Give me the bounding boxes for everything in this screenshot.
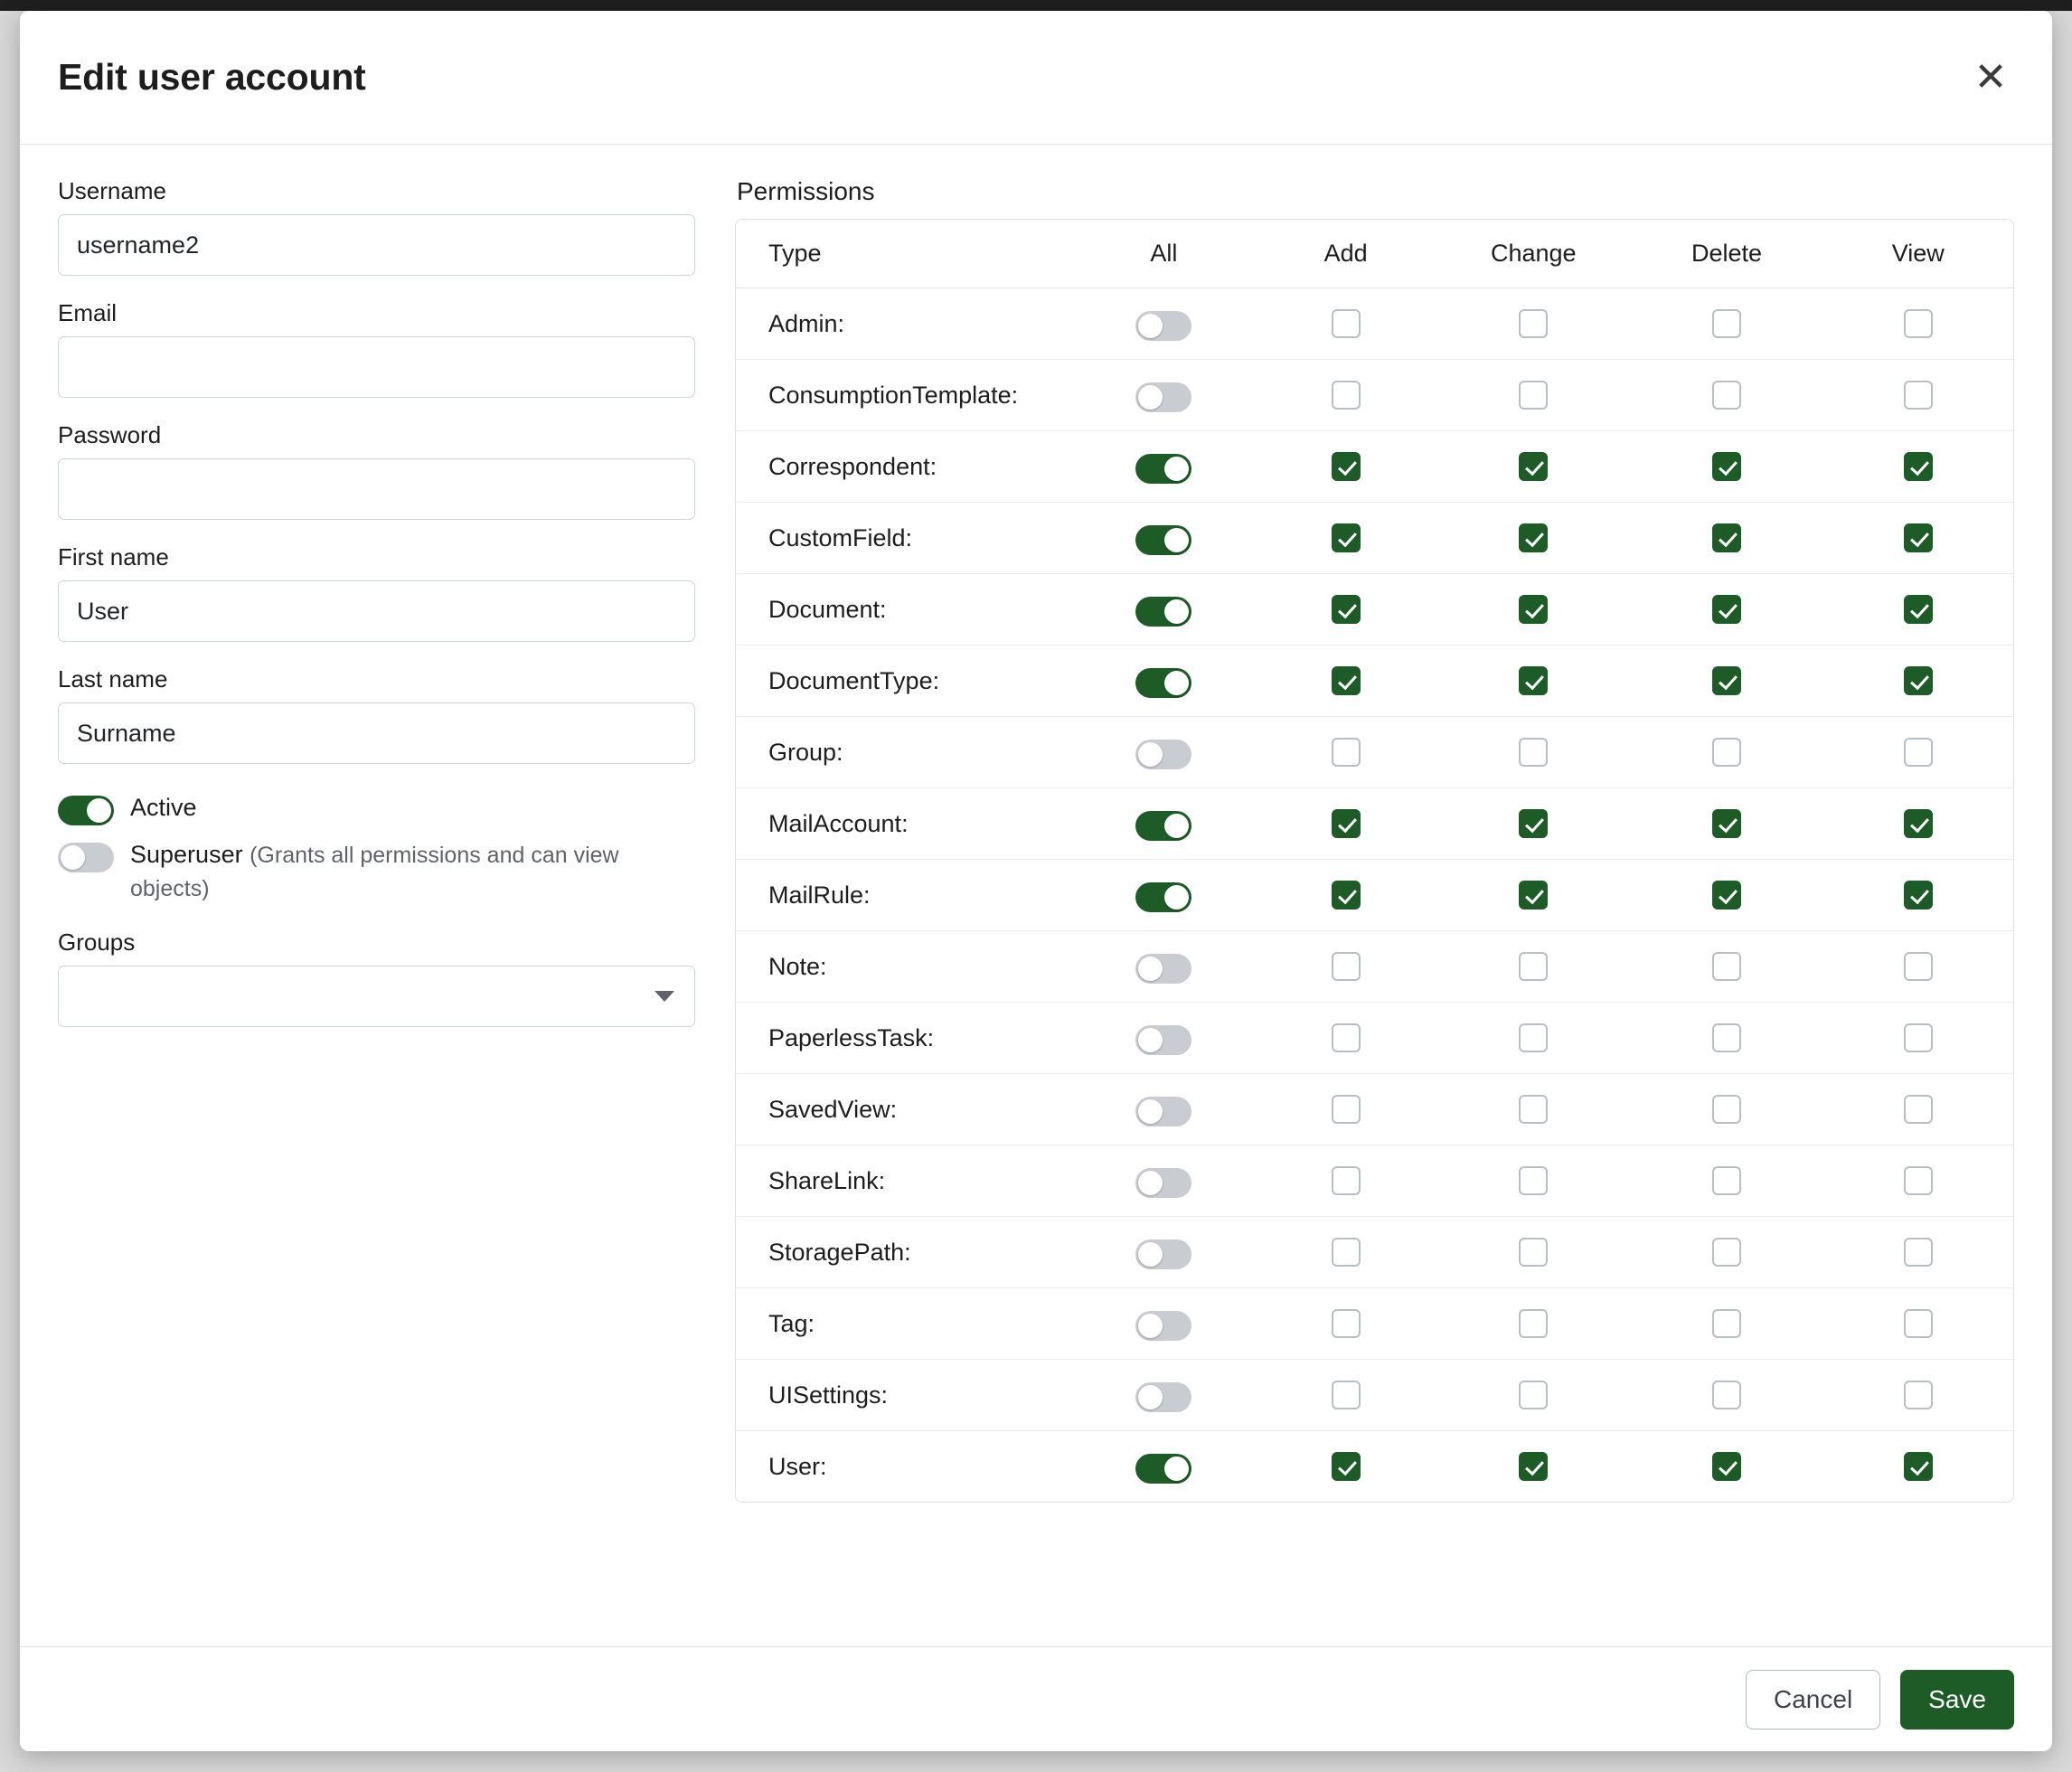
username-field-group bbox=[58, 177, 695, 276]
permission-type-label: Note: bbox=[736, 931, 1072, 1003]
permission-delete-checkbox-cell bbox=[1631, 717, 1823, 788]
permission-add-checkbox[interactable] bbox=[1332, 1309, 1361, 1338]
permission-add-checkbox[interactable] bbox=[1332, 952, 1361, 981]
permission-view-checkbox-cell bbox=[1822, 288, 2013, 360]
permission-all-cell bbox=[1072, 1003, 1255, 1074]
permission-all-cell bbox=[1072, 1431, 1255, 1503]
permission-all-toggle[interactable] bbox=[1135, 1168, 1191, 1198]
password-label: Password bbox=[58, 421, 162, 448]
username-input[interactable] bbox=[58, 214, 695, 276]
permissions-body bbox=[736, 288, 2013, 1503]
permission-add-checkbox-cell bbox=[1255, 1145, 1436, 1217]
permission-type-label: UISettings: bbox=[736, 1360, 1072, 1431]
permission-delete-checkbox[interactable] bbox=[1712, 309, 1741, 338]
permission-add-checkbox[interactable] bbox=[1332, 452, 1361, 481]
permission-type-label: ConsumptionTemplate: bbox=[736, 360, 1072, 431]
permission-add-checkbox-cell bbox=[1255, 931, 1436, 1003]
permission-all-toggle[interactable] bbox=[1135, 525, 1191, 555]
permission-delete-checkbox[interactable] bbox=[1712, 595, 1741, 624]
permission-delete-checkbox-cell bbox=[1631, 1217, 1823, 1288]
permission-change-checkbox[interactable] bbox=[1519, 309, 1548, 338]
permission-add-checkbox[interactable] bbox=[1332, 309, 1361, 338]
table-row bbox=[736, 1217, 2013, 1288]
save-button[interactable]: Save bbox=[1900, 1670, 2014, 1730]
permission-all-toggle[interactable] bbox=[1135, 1311, 1191, 1341]
permission-delete-checkbox-cell bbox=[1631, 1431, 1823, 1503]
permission-type-label: Group: bbox=[736, 717, 1072, 788]
permission-view-checkbox[interactable] bbox=[1904, 881, 1933, 910]
col-header-change: Change bbox=[1436, 220, 1631, 288]
permission-add-checkbox-cell bbox=[1255, 717, 1436, 788]
permission-delete-checkbox[interactable] bbox=[1712, 452, 1741, 481]
permission-change-checkbox-cell bbox=[1436, 1288, 1631, 1360]
permission-delete-checkbox[interactable] bbox=[1712, 1166, 1741, 1195]
permission-delete-checkbox[interactable] bbox=[1712, 1381, 1741, 1409]
permission-all-cell bbox=[1072, 788, 1255, 860]
permission-view-checkbox-cell bbox=[1822, 1431, 2013, 1503]
permission-type-label: StoragePath: bbox=[736, 1217, 1072, 1288]
first-name-field-group bbox=[58, 543, 695, 642]
permission-all-toggle[interactable] bbox=[1135, 1025, 1191, 1055]
permission-delete-checkbox[interactable] bbox=[1712, 666, 1741, 695]
permission-view-checkbox-cell bbox=[1822, 1360, 2013, 1431]
permission-add-checkbox-cell bbox=[1255, 1003, 1436, 1074]
permission-all-toggle[interactable] bbox=[1135, 882, 1191, 912]
permission-delete-checkbox[interactable] bbox=[1712, 1309, 1741, 1338]
permission-add-checkbox[interactable] bbox=[1332, 881, 1361, 910]
permission-add-checkbox-cell bbox=[1255, 360, 1436, 431]
chevron-down-icon bbox=[655, 991, 674, 1002]
permission-add-checkbox[interactable] bbox=[1332, 595, 1361, 624]
table-row bbox=[736, 1003, 2013, 1074]
groups-select[interactable] bbox=[58, 966, 695, 1027]
permission-type-label: CustomField: bbox=[736, 503, 1072, 574]
permission-change-checkbox-cell bbox=[1436, 431, 1631, 503]
col-header-type: Type bbox=[736, 220, 1072, 288]
permission-add-checkbox-cell bbox=[1255, 1288, 1436, 1360]
permission-add-checkbox[interactable] bbox=[1332, 809, 1361, 838]
col-header-view: View bbox=[1822, 220, 2013, 288]
permission-change-checkbox[interactable] bbox=[1519, 666, 1548, 695]
table-row bbox=[736, 360, 2013, 431]
table-row bbox=[736, 860, 2013, 931]
permission-type-label: Admin: bbox=[736, 288, 1072, 360]
permission-all-cell bbox=[1072, 1145, 1255, 1217]
permission-all-cell bbox=[1072, 431, 1255, 503]
permission-view-checkbox-cell bbox=[1822, 1074, 2013, 1145]
permission-view-checkbox[interactable] bbox=[1904, 523, 1933, 552]
permission-change-checkbox[interactable] bbox=[1519, 1452, 1548, 1481]
permission-all-toggle[interactable] bbox=[1135, 668, 1191, 698]
permission-delete-checkbox-cell bbox=[1631, 931, 1823, 1003]
table-row bbox=[736, 574, 2013, 646]
permission-type-label: Correspondent: bbox=[736, 431, 1072, 503]
password-field-group bbox=[58, 421, 695, 520]
permission-all-cell bbox=[1072, 646, 1255, 717]
permission-delete-checkbox-cell bbox=[1631, 1074, 1823, 1145]
permission-type-label: ShareLink: bbox=[736, 1145, 1072, 1217]
permission-view-checkbox[interactable] bbox=[1904, 1166, 1933, 1195]
permission-delete-checkbox[interactable] bbox=[1712, 952, 1741, 981]
permission-add-checkbox-cell bbox=[1255, 788, 1436, 860]
permission-type-label: User: bbox=[736, 1431, 1072, 1503]
user-details-form bbox=[58, 177, 695, 1628]
permission-change-checkbox-cell bbox=[1436, 574, 1631, 646]
groups-field-group bbox=[58, 928, 695, 1027]
permission-change-checkbox-cell bbox=[1436, 1074, 1631, 1145]
dialog-header bbox=[20, 11, 2052, 145]
close-icon[interactable]: ✕ bbox=[1965, 52, 2016, 103]
permission-view-checkbox-cell bbox=[1822, 860, 2013, 931]
permission-add-checkbox-cell bbox=[1255, 646, 1436, 717]
active-toggle-row bbox=[58, 791, 695, 825]
table-row bbox=[736, 717, 2013, 788]
permission-change-checkbox-cell bbox=[1436, 931, 1631, 1003]
first-name-label: First name bbox=[58, 543, 169, 570]
permission-view-checkbox[interactable] bbox=[1904, 1238, 1933, 1267]
email-input[interactable] bbox=[58, 336, 695, 398]
permission-change-checkbox-cell bbox=[1436, 360, 1631, 431]
permission-change-checkbox-cell bbox=[1436, 717, 1631, 788]
permission-type-label: Tag: bbox=[736, 1288, 1072, 1360]
permission-view-checkbox[interactable] bbox=[1904, 1023, 1933, 1052]
permission-add-checkbox-cell bbox=[1255, 288, 1436, 360]
permission-add-checkbox-cell bbox=[1255, 860, 1436, 931]
table-row bbox=[736, 1431, 2013, 1503]
permission-view-checkbox-cell bbox=[1822, 1288, 2013, 1360]
table-row bbox=[736, 431, 2013, 503]
table-row bbox=[736, 1145, 2013, 1217]
permission-delete-checkbox[interactable] bbox=[1712, 738, 1741, 767]
permission-change-checkbox[interactable] bbox=[1519, 595, 1548, 624]
permission-delete-checkbox[interactable] bbox=[1712, 881, 1741, 910]
permissions-table bbox=[735, 219, 2014, 1503]
last-name-field-group bbox=[58, 665, 695, 764]
permission-change-checkbox-cell bbox=[1436, 788, 1631, 860]
permission-change-checkbox[interactable] bbox=[1519, 1381, 1548, 1409]
table-row bbox=[736, 1288, 2013, 1360]
permission-delete-checkbox-cell bbox=[1631, 788, 1823, 860]
permission-all-cell bbox=[1072, 931, 1255, 1003]
edit-user-account-dialog bbox=[20, 11, 2052, 1751]
permission-all-toggle[interactable] bbox=[1135, 811, 1191, 841]
permission-all-toggle[interactable] bbox=[1135, 1239, 1191, 1269]
permission-all-toggle[interactable] bbox=[1135, 597, 1191, 627]
permission-view-checkbox-cell bbox=[1822, 431, 2013, 503]
permission-delete-checkbox[interactable] bbox=[1712, 523, 1741, 552]
permission-add-checkbox-cell bbox=[1255, 431, 1436, 503]
email-field-group bbox=[58, 299, 695, 398]
permission-add-checkbox[interactable] bbox=[1332, 381, 1361, 410]
permission-delete-checkbox-cell bbox=[1631, 431, 1823, 503]
permission-view-checkbox-cell bbox=[1822, 717, 2013, 788]
permission-view-checkbox[interactable] bbox=[1904, 666, 1933, 695]
permission-all-toggle[interactable] bbox=[1135, 740, 1191, 769]
permission-change-checkbox-cell bbox=[1436, 1217, 1631, 1288]
permission-type-label: MailAccount: bbox=[736, 788, 1072, 860]
permission-add-checkbox[interactable] bbox=[1332, 1238, 1361, 1267]
email-label: Email bbox=[58, 299, 118, 326]
permission-view-checkbox[interactable] bbox=[1904, 381, 1933, 410]
permission-view-checkbox-cell bbox=[1822, 931, 2013, 1003]
permission-add-checkbox[interactable] bbox=[1332, 1023, 1361, 1052]
permission-view-checkbox-cell bbox=[1822, 646, 2013, 717]
permission-delete-checkbox-cell bbox=[1631, 503, 1823, 574]
permission-add-checkbox[interactable] bbox=[1332, 666, 1361, 695]
permission-change-checkbox[interactable] bbox=[1519, 381, 1548, 410]
username-label: Username bbox=[58, 177, 166, 204]
permission-all-cell bbox=[1072, 1074, 1255, 1145]
permission-view-checkbox[interactable] bbox=[1904, 809, 1933, 838]
permission-delete-checkbox-cell bbox=[1631, 1003, 1823, 1074]
permission-view-checkbox-cell bbox=[1822, 360, 2013, 431]
cancel-button[interactable]: Cancel bbox=[1746, 1670, 1880, 1730]
permissions-panel bbox=[735, 177, 2014, 1628]
permission-add-checkbox[interactable] bbox=[1332, 1095, 1361, 1124]
permission-all-cell bbox=[1072, 860, 1255, 931]
table-row bbox=[736, 788, 2013, 860]
permission-view-checkbox[interactable] bbox=[1904, 1309, 1933, 1338]
permission-all-toggle[interactable] bbox=[1135, 454, 1191, 484]
permission-view-checkbox[interactable] bbox=[1904, 309, 1933, 338]
last-name-input[interactable] bbox=[58, 702, 695, 764]
permission-delete-checkbox-cell bbox=[1631, 1145, 1823, 1217]
permission-change-checkbox[interactable] bbox=[1519, 881, 1548, 910]
permission-add-checkbox[interactable] bbox=[1332, 1381, 1361, 1409]
superuser-hint: (Grants all permissions and can view objects) bbox=[130, 843, 619, 901]
permission-view-checkbox[interactable] bbox=[1904, 452, 1933, 481]
permission-view-checkbox-cell bbox=[1822, 503, 2013, 574]
permission-change-checkbox-cell bbox=[1436, 646, 1631, 717]
first-name-input[interactable] bbox=[58, 580, 695, 642]
permission-delete-checkbox[interactable] bbox=[1712, 1023, 1741, 1052]
permission-view-checkbox[interactable] bbox=[1904, 1381, 1933, 1409]
permission-delete-checkbox-cell bbox=[1631, 1288, 1823, 1360]
permission-type-label: MailRule: bbox=[736, 860, 1072, 931]
permission-delete-checkbox[interactable] bbox=[1712, 1238, 1741, 1267]
permission-add-checkbox-cell bbox=[1255, 503, 1436, 574]
permission-delete-checkbox[interactable] bbox=[1712, 1095, 1741, 1124]
permission-change-checkbox-cell bbox=[1436, 860, 1631, 931]
permission-change-checkbox-cell bbox=[1436, 288, 1631, 360]
permission-all-cell bbox=[1072, 503, 1255, 574]
table-row bbox=[736, 288, 2013, 360]
permission-all-toggle[interactable] bbox=[1135, 311, 1191, 341]
permission-delete-checkbox[interactable] bbox=[1712, 809, 1741, 838]
permission-change-checkbox[interactable] bbox=[1519, 523, 1548, 552]
active-toggle-label: Active bbox=[130, 794, 197, 821]
permission-all-toggle[interactable] bbox=[1135, 1382, 1191, 1412]
permissions-header-row bbox=[736, 220, 2013, 288]
table-row bbox=[736, 1360, 2013, 1431]
table-row bbox=[736, 1074, 2013, 1145]
permission-change-checkbox[interactable] bbox=[1519, 1095, 1548, 1124]
permission-all-toggle[interactable] bbox=[1135, 954, 1191, 984]
permission-add-checkbox[interactable] bbox=[1332, 523, 1361, 552]
table-row bbox=[736, 503, 2013, 574]
permission-all-toggle[interactable] bbox=[1135, 382, 1191, 412]
dialog-footer bbox=[20, 1646, 2052, 1751]
permission-add-checkbox-cell bbox=[1255, 1074, 1436, 1145]
permission-delete-checkbox-cell bbox=[1631, 646, 1823, 717]
permission-all-toggle[interactable] bbox=[1135, 1097, 1191, 1126]
permission-type-label: DocumentType: bbox=[736, 646, 1072, 717]
dialog-body bbox=[20, 145, 2052, 1646]
password-input[interactable] bbox=[58, 458, 695, 520]
permission-all-cell bbox=[1072, 574, 1255, 646]
permission-view-checkbox-cell bbox=[1822, 1217, 2013, 1288]
permission-type-label: SavedView: bbox=[736, 1074, 1072, 1145]
permission-add-checkbox-cell bbox=[1255, 574, 1436, 646]
permission-view-checkbox-cell bbox=[1822, 574, 2013, 646]
col-header-add: Add bbox=[1255, 220, 1436, 288]
permission-all-cell bbox=[1072, 1288, 1255, 1360]
last-name-label: Last name bbox=[58, 665, 168, 693]
groups-label: Groups bbox=[58, 928, 136, 956]
superuser-text: Superuser bbox=[130, 841, 243, 868]
col-header-all: All bbox=[1072, 220, 1255, 288]
permission-all-cell bbox=[1072, 717, 1255, 788]
superuser-toggle-row bbox=[58, 838, 695, 905]
permission-change-checkbox[interactable] bbox=[1519, 1309, 1548, 1338]
permission-view-checkbox-cell bbox=[1822, 1145, 2013, 1217]
page-title: Edit user account bbox=[58, 56, 366, 98]
permission-type-label: Document: bbox=[736, 574, 1072, 646]
permission-add-checkbox[interactable] bbox=[1332, 1166, 1361, 1195]
window-top-strip bbox=[0, 0, 2072, 11]
permission-all-cell bbox=[1072, 1360, 1255, 1431]
permission-delete-checkbox-cell bbox=[1631, 360, 1823, 431]
permission-delete-checkbox-cell bbox=[1631, 1360, 1823, 1431]
table-row bbox=[736, 646, 2013, 717]
col-header-delete: Delete bbox=[1631, 220, 1823, 288]
permission-all-cell bbox=[1072, 1217, 1255, 1288]
permission-delete-checkbox-cell bbox=[1631, 288, 1823, 360]
permission-add-checkbox[interactable] bbox=[1332, 1452, 1361, 1481]
permission-change-checkbox[interactable] bbox=[1519, 1023, 1548, 1052]
permission-all-cell bbox=[1072, 360, 1255, 431]
permission-change-checkbox[interactable] bbox=[1519, 1166, 1548, 1195]
permission-change-checkbox-cell bbox=[1436, 1431, 1631, 1503]
permission-change-checkbox-cell bbox=[1436, 1360, 1631, 1431]
permission-type-label: PaperlessTask: bbox=[736, 1003, 1072, 1074]
permission-delete-checkbox-cell bbox=[1631, 860, 1823, 931]
permission-all-cell bbox=[1072, 288, 1255, 360]
permission-view-checkbox-cell bbox=[1822, 1003, 2013, 1074]
permission-all-toggle[interactable] bbox=[1135, 1454, 1191, 1484]
permissions-title: Permissions bbox=[737, 177, 875, 205]
permission-add-checkbox-cell bbox=[1255, 1431, 1436, 1503]
active-toggle[interactable] bbox=[58, 796, 114, 825]
permission-add-checkbox-cell bbox=[1255, 1360, 1436, 1431]
permission-change-checkbox[interactable] bbox=[1519, 452, 1548, 481]
permission-change-checkbox[interactable] bbox=[1519, 952, 1548, 981]
superuser-toggle[interactable] bbox=[58, 843, 114, 872]
permission-change-checkbox[interactable] bbox=[1519, 809, 1548, 838]
permission-view-checkbox-cell bbox=[1822, 788, 2013, 860]
permission-view-checkbox[interactable] bbox=[1904, 1095, 1933, 1124]
permission-delete-checkbox-cell bbox=[1631, 574, 1823, 646]
permission-view-checkbox[interactable] bbox=[1904, 1452, 1933, 1481]
permission-change-checkbox[interactable] bbox=[1519, 1238, 1548, 1267]
permission-add-checkbox[interactable] bbox=[1332, 738, 1361, 767]
superuser-toggle-label bbox=[130, 838, 673, 905]
table-row bbox=[736, 931, 2013, 1003]
permission-change-checkbox[interactable] bbox=[1519, 738, 1548, 767]
permission-change-checkbox-cell bbox=[1436, 1145, 1631, 1217]
permission-add-checkbox-cell bbox=[1255, 1217, 1436, 1288]
permission-delete-checkbox[interactable] bbox=[1712, 1452, 1741, 1481]
permission-change-checkbox-cell bbox=[1436, 503, 1631, 574]
permission-change-checkbox-cell bbox=[1436, 1003, 1631, 1074]
permission-view-checkbox[interactable] bbox=[1904, 952, 1933, 981]
permission-view-checkbox[interactable] bbox=[1904, 738, 1933, 767]
permission-delete-checkbox[interactable] bbox=[1712, 381, 1741, 410]
permission-view-checkbox[interactable] bbox=[1904, 595, 1933, 624]
